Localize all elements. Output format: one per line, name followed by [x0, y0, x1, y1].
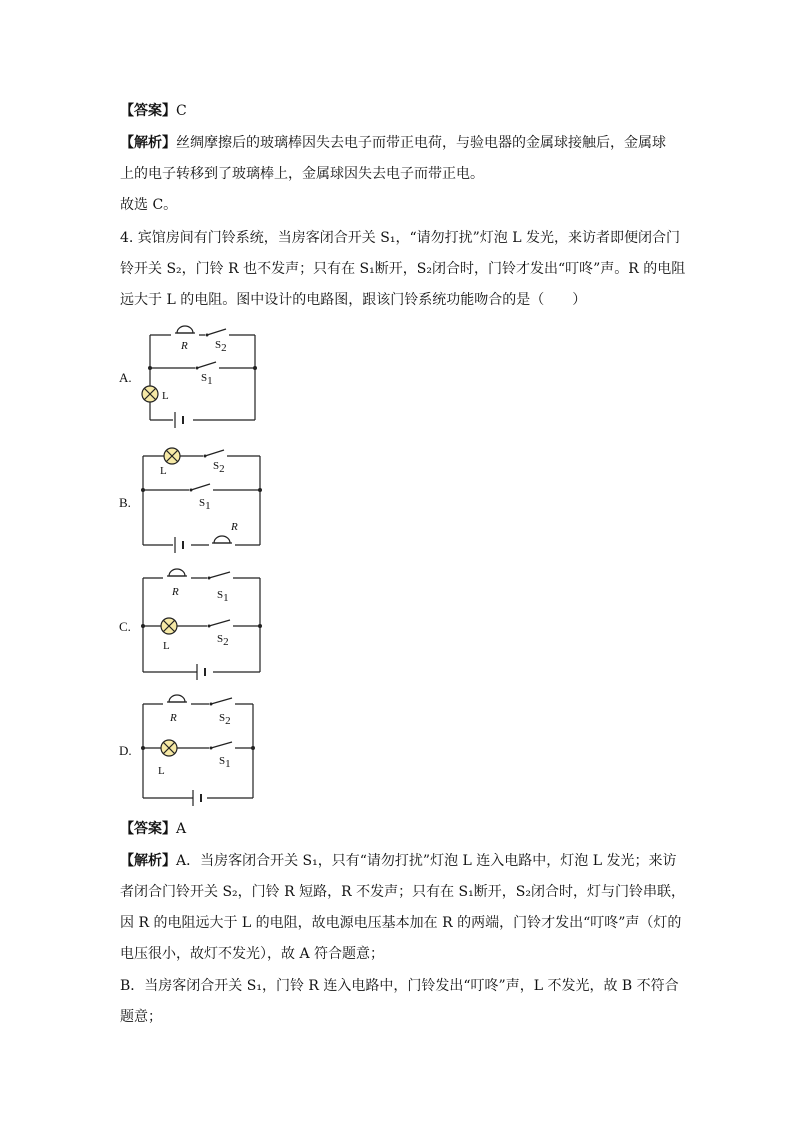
switch-s2-label: S2	[219, 712, 231, 727]
battery-icon	[175, 537, 183, 553]
option-a-label: A.	[119, 370, 132, 385]
q3-answer	[120, 101, 187, 121]
q4-analysis-line-2: 者闭合门铃开关 S₂，门铃 R 短路，R 不发声；只有在 S₁断开，S₂闭合时，灯与门铃串联，	[120, 884, 685, 900]
q4-analysis-line-1	[120, 851, 676, 871]
lamp-label: L	[162, 390, 169, 402]
q4-analysis-line-4: 电压很小，故灯不发光），故 A 符合题意；	[120, 946, 385, 962]
option-c-label: C.	[119, 619, 131, 634]
switch-s1-label: S1	[219, 755, 231, 770]
analysis-text: A．当房客闭合开关 S₁，只有“请勿打扰”灯泡 L 连入电路中，灯泡 L 发光；来访	[176, 853, 677, 869]
lamp-icon	[161, 740, 177, 756]
battery-icon	[175, 412, 183, 428]
switch-s2-label: S2	[217, 633, 229, 648]
q3-analysis-line-2: 上的电子转移到了玻璃棒上，金属球因失去电子而带正电。	[120, 166, 484, 182]
bell-label: R	[231, 521, 238, 533]
circuit-b	[135, 440, 270, 555]
option-d-label: D.	[119, 743, 132, 758]
answer-tag: 【答案】	[120, 103, 176, 119]
bell-label: R	[170, 712, 177, 724]
q4-analysis-line-3: 因 R 的电阻远大于 L 的电阻，故电源电压基本加在 R 的两端，门铃才发出“叮咚”声（灯的	[120, 915, 682, 931]
q4-stem-line-3: 远大于 L 的电阻。图中设计的电路图，跟该门铃系统功能吻合的是（ ）	[120, 292, 587, 308]
switch-s1-label: S1	[217, 589, 229, 604]
circuit-d	[135, 688, 265, 806]
option-b-label: B.	[119, 495, 131, 510]
answer-value: C	[176, 103, 187, 119]
circuit-a	[135, 320, 265, 430]
q4-answer	[120, 819, 186, 839]
q4-analysis-line-6: 题意；	[120, 1009, 162, 1025]
analysis-text: 丝绸摩擦后的玻璃棒因失去电子而带正电荷，与验电器的金属球接触后，金属球	[176, 135, 666, 151]
q4-stem-line-1: 4. 宾馆房间有门铃系统，当房客闭合开关 S₁，“请勿打扰”灯泡 L 发光，来访者即便闭合门	[120, 230, 680, 246]
battery-icon	[197, 664, 205, 680]
analysis-tag: 【解析】	[120, 853, 176, 869]
switch-s2-label: S2	[215, 339, 227, 354]
switch-s1-label: S1	[199, 497, 211, 512]
analysis-tag: 【解析】	[120, 135, 176, 151]
switch-s1-label: S1	[201, 372, 213, 387]
lamp-label: L	[160, 465, 167, 477]
lamp-icon	[142, 386, 158, 402]
switch-s2-label: S2	[213, 460, 225, 475]
lamp-icon	[161, 618, 177, 634]
battery-icon	[193, 790, 201, 806]
lamp-label: L	[158, 765, 165, 777]
q4-analysis-line-5: B．当房客闭合开关 S₁，门铃 R 连入电路中，门铃发出“叮咚”声，L 不发光，故 B 不符合	[120, 978, 679, 994]
bell-label: R	[181, 340, 188, 352]
q4-stem-line-2: 铃开关 S₂，门铃 R 也不发声；只有在 S₁断开，S₂闭合时，门铃才发出“叮咚”声。R 的电阻	[120, 261, 686, 277]
lamp-icon	[164, 448, 180, 464]
lamp-label: L	[163, 640, 170, 652]
bell-label: R	[172, 586, 179, 598]
answer-value: A	[176, 821, 187, 837]
q3-analysis-line-1	[120, 133, 666, 153]
q3-conclusion: 故选 C。	[120, 197, 178, 213]
answer-tag: 【答案】	[120, 821, 176, 837]
circuit-c	[135, 562, 270, 687]
